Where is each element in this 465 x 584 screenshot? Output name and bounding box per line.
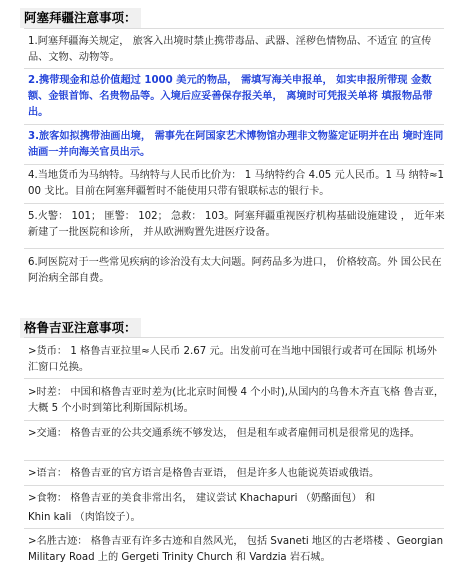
divider [24, 28, 444, 29]
paragraph-item-1: 1.阿塞拜疆海关规定， 旅客入出境时禁止携带毒品、武器、淫秽色情物品、不适宜 的宣传品、文物、动物等。 [28, 36, 432, 63]
georgia-item-sights: >名胜古迹： 格鲁吉亚有许多古迹和自然风光， 包括 Svaneti 地区的古老塔楼 、Georgian Military Road 上的 Gergeti Trinity Church 和 Vardzia 岩石城。 [28, 536, 444, 563]
section-title-azerbaijan: 阿塞拜疆注意事项： [20, 8, 141, 28]
paragraph-item-2: 2.携带现金和总价值超过 1000 美元的物品， 需填写海关申报单， 如实申报所带现 金数额、金银首饰、名贵物品等。入境后应妥善保存报关单， 离境时可凭报关单将 填报物品带出。 [28, 75, 433, 118]
divider [24, 203, 444, 204]
divider [24, 420, 444, 421]
divider [24, 68, 444, 69]
divider [24, 378, 444, 379]
divider [24, 124, 444, 125]
georgia-item-food-cont: Khin kali （肉馅饺子）。 [28, 512, 141, 523]
georgia-item-language: >语言： 格鲁吉亚的官方语言是格鲁吉亚语， 但是许多人也能说英语或俄语。 [28, 468, 380, 479]
paragraph-item-4: 4.当地货币为马纳特。马纳特与人民币比价为： 1 马纳特约合 4.05 元人民币。1 马 纳特≈100 戈比。目前在阿塞拜疆暂时不能使用只带有银联标志的银行卡。 [28, 170, 444, 197]
divider [24, 164, 444, 165]
section-title-georgia: 格鲁吉亚注意事项： [20, 318, 141, 338]
paragraph-item-5: 5.火警： 101； 匪警： 102； 急救： 103。阿塞拜疆重视医疗机构基础设施建设 ， 近年来新建了一批医院和诊所， 并从欧洲购置先进医疗设备。 [28, 211, 445, 238]
paragraph-item-6: 6.阿医院对于一些常见疾病的诊治没有太大问题。阿药品多为进口， 价格较高。外 国公民在阿治病全部自费。 [28, 257, 442, 284]
georgia-item-food: >食物： 格鲁吉亚的美食非常出名， 建议尝试 Khachapuri （奶酪面包） 和 [28, 493, 376, 504]
georgia-item-currency: >货币： 1 格鲁吉亚拉里≈人民币 2.67 元。出发前可在当地中国银行或者可在国际 机场外汇窗口兑换。 [28, 346, 437, 373]
georgia-item-transport: >交通： 格鲁吉亚的公共交通系统不够发达， 但是租车或者雇佣司机是很常见的选择。 [28, 428, 420, 439]
paragraph-item-3: 3.旅客如拟携带油画出境， 需事先在阿国家艺术博物馆办理非文物鉴定证明并在出 境时连同油画一并向海关官员出示。 [28, 131, 444, 158]
divider [24, 528, 444, 529]
georgia-item-timezone: >时差： 中国和格鲁吉亚时差为(比北京时间慢 4 个小时),从国内的乌鲁木齐直飞格 鲁吉亚， 大概 5 个小时到第比利斯国际机场。 [28, 387, 445, 414]
divider [24, 485, 444, 486]
divider [24, 337, 444, 338]
divider [24, 460, 444, 461]
divider [24, 248, 444, 249]
